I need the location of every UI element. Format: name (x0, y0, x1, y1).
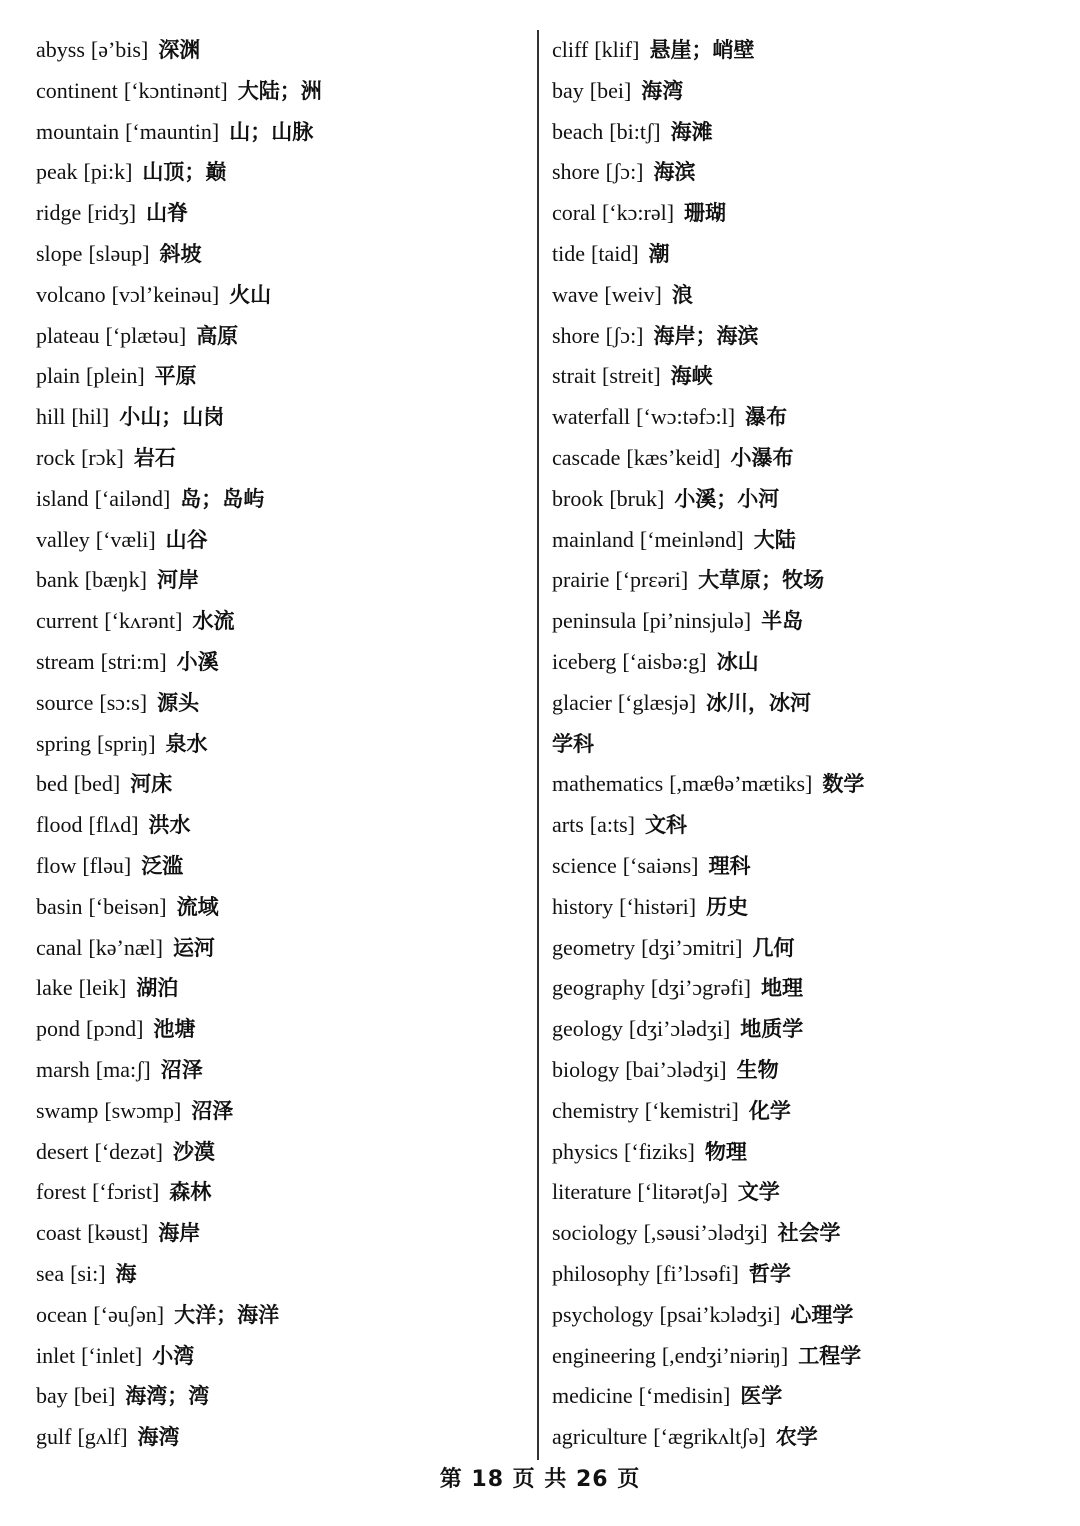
vocab-meaning: 珊瑚 (684, 201, 727, 226)
vocab-meaning: 水流 (192, 609, 235, 634)
vocab-phonetic: [‘wɔ:təfɔ:l] (636, 404, 736, 430)
vocab-meaning: 数学 (822, 772, 865, 797)
vocab-phonetic: [,mæθə’mætiks] (669, 771, 813, 797)
vocab-meaning: 小溪；小河 (674, 486, 780, 511)
vocab-phonetic: [‘əuʃən] (93, 1301, 165, 1327)
vocab-entry (552, 1009, 1062, 1050)
vocab-meaning: 冰山 (716, 649, 759, 674)
vocab-meaning: 山谷 (165, 527, 208, 552)
vocab-entry (552, 764, 1062, 805)
vocab-phonetic: [dʒi’ɔlədʒi] (628, 1016, 731, 1042)
vocab-entry (36, 1050, 516, 1091)
vocab-word: forest (36, 1179, 87, 1205)
vocab-phonetic: [bei] (589, 77, 632, 103)
vocab-meaning: 海湾 (641, 78, 684, 103)
vocab-entry (36, 1336, 516, 1377)
vocab-word: gulf (36, 1424, 72, 1450)
vocab-word: waterfall (552, 404, 631, 430)
vocab-phonetic: [‘inlet] (81, 1342, 143, 1368)
vocab-entry (552, 1132, 1062, 1173)
vocab-entry (552, 1050, 1062, 1091)
vocab-meaning: 悬崖；峭壁 (649, 38, 755, 62)
vocab-phonetic: [fləu] (82, 852, 132, 878)
vocab-meaning: 池塘 (153, 1017, 196, 1042)
vocab-entry (36, 560, 516, 601)
vocab-entry (552, 642, 1062, 683)
vocab-word: cliff (552, 37, 589, 62)
vocab-phonetic: [ma:ʃ] (95, 1056, 151, 1082)
vocab-entry (36, 683, 516, 724)
vocab-phonetic: [fi’lɔsəfi] (655, 1260, 739, 1286)
vocab-phonetic: [vɔl’keinəu] (111, 281, 220, 307)
vocab-word: chemistry (552, 1097, 639, 1123)
vocab-phonetic: [sləup] (88, 240, 150, 266)
vocab-word: source (36, 689, 94, 715)
vocab-entry (552, 152, 1062, 193)
vocab-phonetic: [spriŋ] (97, 730, 156, 756)
vocab-meaning: 火山 (229, 282, 272, 307)
vocab-word: flow (36, 852, 77, 878)
vocab-phonetic: [bæŋk] (84, 567, 147, 593)
vocab-meaning: 半岛 (761, 609, 804, 634)
vocab-entry (36, 887, 516, 928)
vocab-word: hill (36, 404, 66, 430)
vocab-phonetic: [dʒi’ɔmitri] (641, 934, 743, 960)
vocab-entry (36, 805, 516, 846)
vocab-entry (36, 601, 516, 642)
column-divider (537, 30, 539, 1460)
vocab-phonetic: [si:] (70, 1260, 106, 1286)
vocab-phonetic: [‘fiziks] (624, 1138, 695, 1164)
vocab-word: mainland (552, 526, 634, 552)
vocab-word: peninsula (552, 608, 637, 634)
vocab-entry (36, 968, 516, 1009)
vocab-meaning: 岛；岛屿 (180, 486, 265, 511)
vocab-word: sociology (552, 1220, 638, 1246)
vocab-word: ridge (36, 200, 82, 226)
vocab-word: marsh (36, 1056, 90, 1082)
vocab-word: bay (36, 1383, 68, 1409)
vocab-entry (552, 520, 1062, 561)
vocab-meaning: 森林 (169, 1180, 212, 1205)
vocab-entry (552, 234, 1062, 275)
vocab-entry (36, 1172, 516, 1213)
vocab-entry (552, 601, 1062, 642)
vocab-phonetic: [kæs’keid] (626, 444, 721, 470)
vocab-meaning: 医学 (740, 1384, 783, 1409)
vocab-entry (552, 479, 1062, 520)
vocab-word: philosophy (552, 1260, 650, 1286)
vocab-entry (36, 846, 516, 887)
vocab-phonetic: [bei] (73, 1383, 116, 1409)
vocab-entry (552, 30, 1062, 71)
vocab-word: island (36, 485, 89, 511)
vocab-meaning: 山；山脉 (229, 119, 314, 144)
vocab-entry (36, 1376, 516, 1417)
vocab-meaning: 文学 (737, 1180, 780, 1205)
vocab-phonetic: [bi:tʃ] (609, 118, 661, 144)
vocab-entry (552, 275, 1062, 316)
vocab-meaning: 小溪 (176, 649, 219, 674)
vocab-word: peak (36, 159, 78, 185)
vocab-word: glacier (552, 689, 612, 715)
vocab-entry (552, 397, 1062, 438)
vocab-phonetic: [a:ts] (589, 812, 635, 838)
vocab-meaning: 斜坡 (159, 241, 202, 266)
vocab-meaning: 深渊 (158, 38, 201, 62)
vocab-phonetic: [hil] (71, 404, 110, 430)
vocab-phonetic: [‘ailənd] (94, 485, 171, 511)
vocab-entry (36, 356, 516, 397)
vocab-entry (552, 316, 1062, 357)
vocab-word: science (552, 852, 617, 878)
vocab-word: mathematics (552, 771, 664, 797)
vocab-word: flood (36, 812, 83, 838)
vocab-entry (552, 1295, 1062, 1336)
vocab-phonetic: [,səusi’ɔlədʒi] (643, 1220, 768, 1246)
vocab-phonetic: [‘kʌrənt] (104, 608, 183, 634)
vocab-meaning: 小湾 (152, 1343, 195, 1368)
vocab-meaning: 瀑布 (745, 405, 788, 430)
vocab-meaning: 山顶；巅 (142, 160, 227, 185)
vocab-word: mountain (36, 118, 120, 144)
vocab-entry (552, 112, 1062, 153)
vocab-entry (36, 520, 516, 561)
vocab-phonetic: [kə’næl] (88, 934, 163, 960)
vocab-phonetic: [,endʒi’niəriŋ] (661, 1342, 789, 1368)
vocab-word: plateau (36, 322, 100, 348)
vocab-meaning: 农学 (775, 1425, 818, 1450)
vocab-phonetic: [pi:k] (83, 159, 133, 185)
vocab-word: medicine (552, 1383, 633, 1409)
vocab-word: current (36, 608, 99, 634)
vocab-phonetic: [‘kɔntinənt] (123, 77, 228, 103)
vocab-phonetic: [‘kemistri] (644, 1097, 739, 1123)
vocab-word: desert (36, 1138, 89, 1164)
vocab-phonetic: [‘medisin] (638, 1383, 731, 1409)
vocab-meaning: 化学 (748, 1098, 791, 1123)
vocab-entry (36, 1213, 516, 1254)
vocab-entry (552, 683, 1062, 724)
vocab-meaning: 海湾；湾 (125, 1384, 210, 1409)
vocab-word: agriculture (552, 1424, 648, 1450)
vocab-word: slope (36, 240, 83, 266)
vocab-word: tide (552, 240, 585, 266)
vocab-phonetic: [flʌd] (88, 812, 139, 838)
vocab-word: engineering (552, 1342, 656, 1368)
vocab-entry (36, 1132, 516, 1173)
vocab-entry (552, 1172, 1062, 1213)
vocab-meaning: 浪 (671, 282, 693, 307)
vocab-entry (36, 234, 516, 275)
vocab-entry (552, 1417, 1062, 1458)
vocab-word: volcano (36, 281, 106, 307)
vocab-meaning: 河床 (130, 772, 173, 797)
page-number: 第 18 页 共 26 页 (439, 1467, 641, 1492)
vocab-phonetic: [stri:m] (100, 648, 167, 674)
vocab-word: bank (36, 567, 79, 593)
vocab-entry (36, 438, 516, 479)
vocab-word: coral (552, 200, 596, 226)
vocab-word: abyss (36, 37, 85, 62)
vocab-meaning: 海湾 (137, 1425, 180, 1450)
vocab-entry (36, 397, 516, 438)
vocab-entry (36, 764, 516, 805)
vocab-entry (36, 1091, 516, 1132)
vocab-phonetic: [‘væli] (95, 526, 156, 552)
vocab-phonetic: [‘kɔ:rəl] (601, 200, 675, 226)
vocab-meaning: 沼泽 (160, 1057, 203, 1082)
vocab-meaning: 几何 (752, 935, 795, 960)
vocab-entry (552, 438, 1062, 479)
vocab-phonetic: [ə’bis] (90, 37, 149, 62)
vocab-meaning: 泉水 (165, 731, 208, 756)
vocab-word: literature (552, 1179, 632, 1205)
vocab-word: strait (552, 363, 596, 389)
left-vocab-column (36, 30, 516, 1458)
vocab-word: shore (552, 159, 600, 185)
vocab-entry (552, 1376, 1062, 1417)
vocab-word: geology (552, 1016, 623, 1042)
vocab-word: wave (552, 281, 599, 307)
vocab-meaning: 大草原；牧场 (698, 568, 825, 593)
vocab-word: inlet (36, 1342, 76, 1368)
vocab-phonetic: [rɔk] (81, 444, 124, 470)
vocab-meaning: 流域 (176, 894, 219, 919)
vocab-word: geography (552, 975, 645, 1001)
vocab-meaning: 沙漠 (172, 1139, 215, 1164)
vocab-entry (552, 356, 1062, 397)
vocab-word: lake (36, 975, 73, 1001)
vocab-phonetic: [‘litərətʃə] (637, 1179, 728, 1205)
vocab-phonetic: [taid] (591, 240, 639, 266)
vocab-word: pond (36, 1016, 80, 1042)
vocab-entry (552, 928, 1062, 969)
vocab-phonetic: [dʒi’ɔgrəfi] (650, 975, 752, 1001)
vocab-phonetic: [‘histəri] (619, 893, 697, 919)
vocab-word: valley (36, 526, 90, 552)
vocab-entry (552, 1336, 1062, 1377)
vocab-meaning: 运河 (172, 935, 215, 960)
vocab-phonetic: [weiv] (604, 281, 662, 307)
vocab-phonetic: [‘glæsjə] (617, 689, 697, 715)
vocab-meaning: 地质学 (740, 1017, 804, 1042)
vocab-meaning: 海 (115, 1261, 137, 1286)
vocab-meaning: 小瀑布 (730, 445, 794, 470)
vocab-entry (552, 805, 1062, 846)
vocab-word: stream (36, 648, 95, 674)
vocab-word: cascade (552, 444, 621, 470)
vocab-word: prairie (552, 567, 610, 593)
vocab-entry (36, 479, 516, 520)
vocab-entry (36, 642, 516, 683)
vocab-meaning: 海岸；海滨 (653, 323, 759, 348)
vocab-entry (36, 30, 516, 71)
vocab-word: history (552, 893, 614, 919)
vocab-meaning: 海峡 (670, 364, 713, 389)
vocab-word: brook (552, 485, 604, 511)
vocab-phonetic: [‘mauntin] (125, 118, 220, 144)
vocab-phonetic: [kəust] (87, 1220, 149, 1246)
vocab-word: canal (36, 934, 83, 960)
vocab-phonetic: [leik] (78, 975, 127, 1001)
vocab-entry (552, 1091, 1062, 1132)
section-heading (552, 724, 1062, 765)
vocab-word: coast (36, 1220, 82, 1246)
vocab-phonetic: [ʃɔ:] (605, 322, 644, 348)
vocab-meaning: 理科 (708, 853, 751, 878)
vocab-entry (36, 152, 516, 193)
vocab-phonetic: [sɔ:s] (99, 689, 148, 715)
vocab-entry (36, 724, 516, 765)
vocab-phonetic: [swɔmp] (104, 1097, 182, 1123)
vocab-meaning: 社会学 (777, 1221, 841, 1246)
vocab-word: continent (36, 77, 118, 103)
vocab-phonetic: [‘dezət] (94, 1138, 163, 1164)
vocab-meaning: 大陆；洲 (237, 78, 322, 103)
vocab-meaning: 历史 (706, 894, 749, 919)
vocab-entry (36, 275, 516, 316)
vocab-phonetic: [‘ægrikʌltʃə] (653, 1424, 766, 1450)
vocab-entry (36, 928, 516, 969)
vocab-phonetic: [ʃɔ:] (605, 159, 644, 185)
vocab-meaning: 高原 (196, 323, 239, 348)
vocab-phonetic: [klif] (594, 37, 640, 62)
vocab-word: arts (552, 812, 584, 838)
vocab-meaning: 洪水 (148, 813, 191, 838)
vocab-entry (552, 1254, 1062, 1295)
vocab-entry (36, 316, 516, 357)
vocab-meaning: 冰川，冰河 (706, 690, 812, 715)
right-vocab-column (552, 30, 1062, 1458)
vocab-phonetic: [gʌlf] (77, 1424, 128, 1450)
vocab-entry (36, 193, 516, 234)
vocab-word: basin (36, 893, 83, 919)
vocab-entry (552, 887, 1062, 928)
vocab-word: bed (36, 771, 68, 797)
vocab-entry (36, 1254, 516, 1295)
vocab-meaning: 平原 (154, 364, 197, 389)
vocab-meaning: 工程学 (798, 1343, 862, 1368)
vocab-meaning: 大洋；海洋 (174, 1302, 280, 1327)
vocab-word: geometry (552, 934, 636, 960)
vocab-word: rock (36, 444, 76, 470)
vocab-word: sea (36, 1260, 65, 1286)
vocab-word: beach (552, 118, 604, 144)
vocab-meaning: 海滨 (653, 160, 696, 185)
vocab-word: ocean (36, 1301, 88, 1327)
vocab-meaning: 生物 (736, 1057, 779, 1082)
vocab-entry (552, 71, 1062, 112)
vocab-meaning: 沼泽 (191, 1098, 234, 1123)
vocab-entry (36, 1295, 516, 1336)
vocab-meaning: 地理 (761, 976, 804, 1001)
vocab-meaning: 大陆 (753, 527, 796, 552)
vocab-word: shore (552, 322, 600, 348)
vocab-phonetic: [‘aisbə:g] (622, 648, 707, 674)
vocab-word: iceberg (552, 648, 617, 674)
vocab-meaning: 物理 (704, 1139, 747, 1164)
vocab-meaning: 心理学 (790, 1302, 854, 1327)
vocab-word: plain (36, 363, 80, 389)
vocab-phonetic: [‘prεəri] (615, 567, 689, 593)
vocab-meaning: 源头 (157, 690, 200, 715)
vocab-meaning: 山脊 (146, 201, 189, 226)
vocab-entry (36, 1417, 516, 1458)
vocab-meaning: 海岸 (158, 1221, 201, 1246)
vocab-entry (36, 1009, 516, 1050)
vocab-phonetic: [psai’kɔlədʒi] (659, 1301, 781, 1327)
vocab-word: bay (552, 77, 584, 103)
vocab-entry (552, 560, 1062, 601)
vocab-phonetic: [bed] (73, 771, 121, 797)
vocab-phonetic: [‘meinlənd] (639, 526, 744, 552)
vocab-entry (36, 71, 516, 112)
vocab-meaning: 海滩 (670, 119, 713, 144)
vocab-entry (552, 193, 1062, 234)
vocab-meaning: 泛滥 (141, 853, 184, 878)
vocab-word: psychology (552, 1301, 654, 1327)
vocab-entry (552, 846, 1062, 887)
vocab-phonetic: [streit] (602, 363, 661, 389)
vocab-word: spring (36, 730, 91, 756)
vocab-phonetic: [‘plætəu] (105, 322, 187, 348)
vocab-meaning: 文科 (644, 813, 687, 838)
vocab-entry (552, 1213, 1062, 1254)
vocab-word: physics (552, 1138, 618, 1164)
vocab-phonetic: [bruk] (609, 485, 665, 511)
vocab-word: biology (552, 1056, 620, 1082)
vocab-meaning: 湖泊 (136, 976, 179, 1001)
vocab-word: swamp (36, 1097, 99, 1123)
vocab-phonetic: [‘saiəns] (622, 852, 699, 878)
vocab-phonetic: [pɔnd] (86, 1016, 144, 1042)
vocab-phonetic: [‘beisən] (88, 893, 167, 919)
vocab-entry (36, 112, 516, 153)
vocab-meaning: 小山；山岗 (119, 405, 225, 430)
vocab-phonetic: [bai’ɔlədʒi] (625, 1056, 727, 1082)
vocab-phonetic: [plein] (86, 363, 145, 389)
vocab-meaning: 潮 (648, 241, 670, 266)
vocab-meaning: 河岸 (156, 568, 199, 593)
vocab-phonetic: [pi’ninsjulə] (642, 608, 752, 634)
vocab-phonetic: [ridʒ] (87, 200, 137, 226)
vocab-entry (552, 968, 1062, 1009)
vocab-phonetic: [‘fɔrist] (92, 1179, 160, 1205)
vocab-meaning: 岩石 (133, 445, 176, 470)
vocab-meaning: 哲学 (748, 1261, 791, 1286)
vocab-meaning: 学科 (552, 731, 594, 756)
